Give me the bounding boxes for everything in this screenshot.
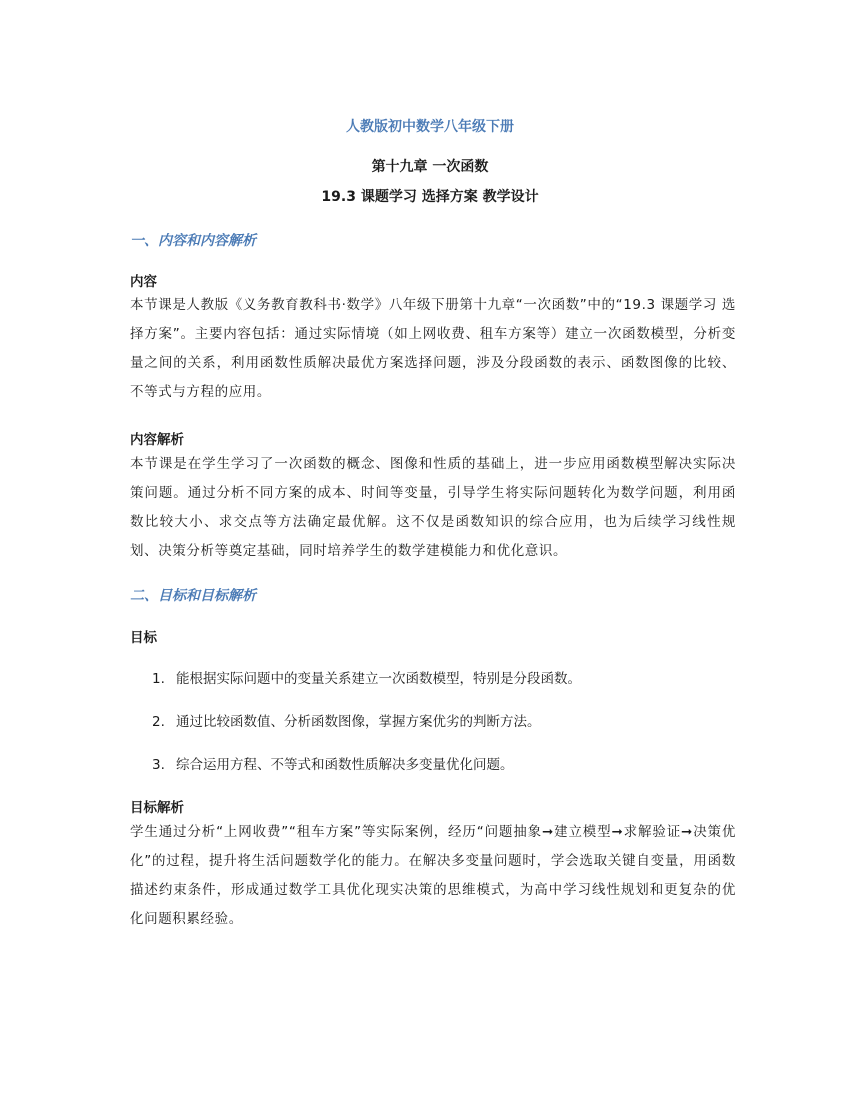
section-heading-content: 一、内容和内容解析: [130, 233, 256, 249]
goal-text: 综合运用方程、不等式和函数性质解决多变量优化问题。: [176, 757, 514, 773]
goal-item-2: [152, 710, 541, 730]
lesson-title: 19.3 课题学习 选择方案 教学设计: [321, 189, 539, 205]
goals-analysis-paragraph: 学生通过分析“上网收费”“租车方案”等实际案例，经历“问题抽象➞建立模型➞求解验证➞决策优化”的过程，提升将生活问题数学化的能力。在解决多变量问题时，学会选取关键自变量，用函数描述约束条件，形成通过数学工具优化现实决策的思维模式，为高中学习线性规划和更复杂的优化问题积累经验。: [130, 824, 736, 927]
content-analysis-label: 内容解析: [130, 432, 184, 448]
goals-label: 目标: [130, 630, 157, 646]
goals-analysis-label: 目标解析: [130, 800, 184, 816]
goal-text: 能根据实际问题中的变量关系建立一次函数模型，特别是分段函数。: [176, 671, 581, 687]
goal-text: 通过比较函数值、分析函数图像，掌握方案优劣的判断方法。: [176, 714, 541, 730]
section-heading-goals: 二、目标和目标解析: [130, 588, 256, 604]
goal-item-1: [152, 667, 581, 687]
goal-number: 2.: [152, 714, 165, 730]
content-analysis-paragraph: 本节课是在学生学习了一次函数的概念、图像和性质的基础上，进一步应用函数模型解决实际决策问题。通过分析不同方案的成本、时间等变量，引导学生将实际问题转化为数学问题，利用函数比较大小、求交点等方法确定最优解。这不仅是函数知识的综合应用，也为后续学习线性规划、决策分析等奠定基础，同时培养学生的数学建模能力和优化意识。: [130, 456, 736, 559]
chapter-title: 第十九章 一次函数: [371, 159, 489, 175]
goal-number: 1.: [152, 671, 165, 687]
content-label: 内容: [130, 274, 157, 290]
content-paragraph: 本节课是人教版《义务教育教科书·数学》八年级下册第十九章“一次函数”中的“19.3 课题学习 选择方案”。主要内容包括：通过实际情境（如上网收费、租车方案等）建立一次函数模型，分析变量之间的关系，利用函数性质解决最优方案选择问题，涉及分段函数的表示、函数图像的比较、不等式与方程的应用。: [130, 297, 736, 400]
goal-item-3: [152, 753, 514, 773]
goal-number: 3.: [152, 757, 165, 773]
book-title: 人教版初中数学八年级下册: [346, 119, 514, 135]
